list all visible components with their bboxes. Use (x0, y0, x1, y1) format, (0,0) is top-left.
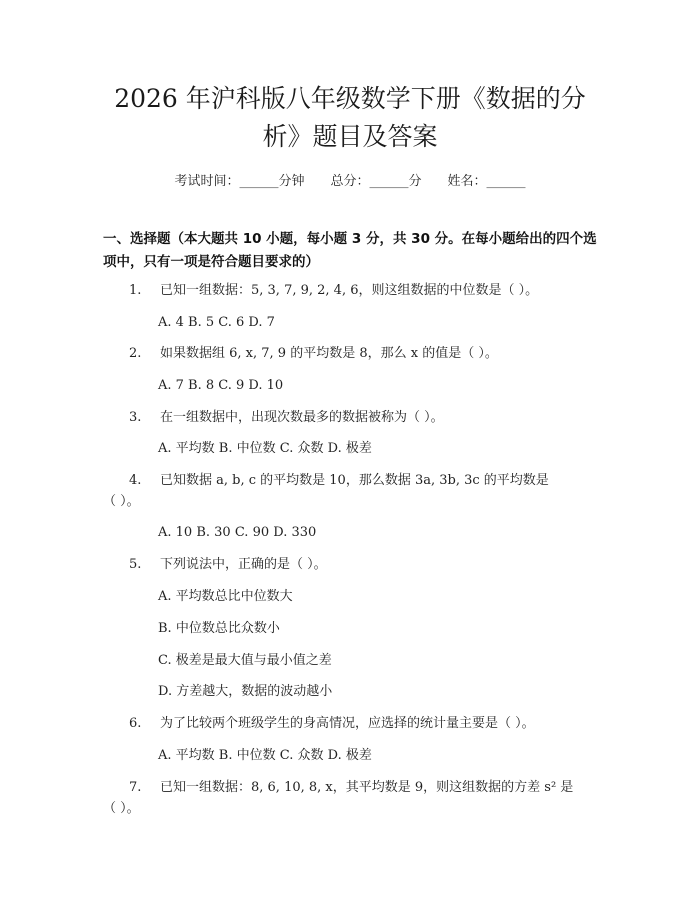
question-1-options: A. 4 B. 5 C. 6 D. 7 (158, 315, 275, 330)
name-field: 姓名：______ (447, 174, 526, 189)
total-score-field: 总分：______分 (330, 174, 422, 189)
option-a: A. 平均数总比中位数大 (158, 589, 293, 604)
option-b: B. 中位数总比众数小 (158, 621, 280, 636)
section-heading-line-1: 一、选择题（本大题共 10 小题，每小题 3 分，共 30 分。在每小题给出的四个选 (103, 231, 597, 247)
question-number: 3. (129, 410, 142, 425)
question-text-line-1: 已知数据 a, b, c 的平均数是 10，那么数据 3a, 3b, 3c 的平均数是 (160, 473, 549, 488)
section-heading-line-2: 项中，只有一项是符合题目要求的） (103, 254, 319, 270)
question-number: 1. (129, 283, 142, 298)
question-number: 5. (129, 557, 142, 572)
question-text: 下列说法中，正确的是（ ）。 (160, 557, 327, 572)
question-4-options: A. 10 B. 30 C. 90 D. 330 (158, 525, 317, 540)
question-6-options: A. 平均数 B. 中位数 C. 众数 D. 极差 (158, 748, 372, 763)
option-c: C. 极差是最大值与最小值之差 (158, 653, 332, 668)
title-line-2: 析》题目及答案 (262, 122, 438, 151)
question-text-line-1: 已知一组数据：8, 6, 10, 8, x，其平均数是 9，则这组数据的方差 s² 是 (160, 780, 574, 795)
question-number: 4. (129, 473, 142, 488)
question-number: 2. (129, 346, 142, 361)
document-title (80, 80, 620, 156)
question-3-options: A. 平均数 B. 中位数 C. 众数 D. 极差 (158, 441, 372, 456)
option-d: D. 方差越大，数据的波动越小 (158, 684, 333, 699)
title-line-1: 2026 年沪科版八年级数学下册《数据的分 (114, 84, 586, 113)
question-2-options: A. 7 B. 8 C. 9 D. 10 (158, 378, 284, 393)
question-number: 6. (129, 716, 142, 731)
question-number: 7. (129, 780, 142, 795)
question-text: 已知一组数据：5, 3, 7, 9, 2, 4, 6，则这组数据的中位数是（ ）。 (160, 283, 539, 298)
question-4-continuation: （ ）。 (103, 494, 140, 509)
question-text: 为了比较两个班级学生的身高情况，应选择的统计量主要是（ ）。 (160, 716, 535, 731)
question-7-continuation: （ ）。 (103, 801, 140, 816)
question-text: 如果数据组 6, x, 7, 9 的平均数是 8，那么 x 的值是（ ）。 (160, 346, 498, 361)
section-heading (103, 228, 603, 274)
question-text: 在一组数据中，出现次数最多的数据被称为（ ）。 (160, 410, 444, 425)
exam-time-field: 考试时间：______分钟 (174, 174, 305, 189)
exam-meta-row (0, 170, 700, 189)
